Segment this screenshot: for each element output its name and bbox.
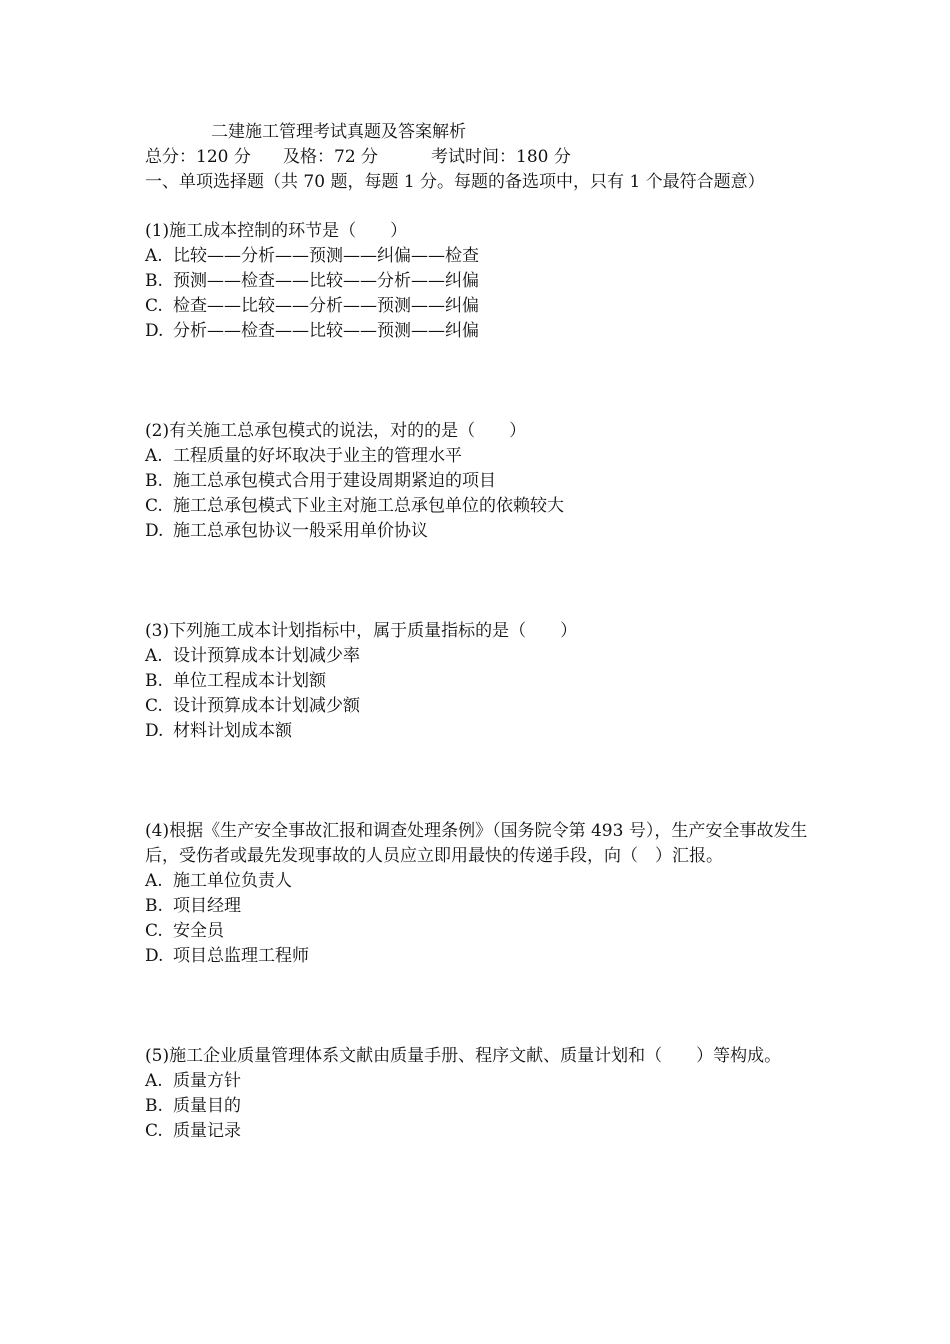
- option-letter: A.: [145, 246, 163, 266]
- option-letter: A.: [145, 446, 163, 466]
- question-stem: (4)根据《生产安全事故汇报和调查处理条例》（国务院令第 493 号），生产安全事故发生后，受伤者或最先发现事故的人员应立即用最快的传递手段，向（ ）汇报。: [145, 821, 808, 866]
- option-letter: B.: [145, 896, 163, 916]
- option-c: [145, 919, 825, 944]
- question-stem: (3)下列施工成本计划指标中，属于质量指标的是（ ）: [145, 621, 578, 641]
- option-text: 检查——比较——分析——预测——纠偏: [173, 296, 479, 316]
- section-heading: 一、单项选择题（共 70 题，每题 1 分。每题的备选项中，只有 1 个最符合题意）: [145, 172, 765, 192]
- spacer: [145, 544, 825, 619]
- option-c: [145, 294, 825, 319]
- option-letter: B.: [145, 1096, 163, 1116]
- total-score: 总分：120 分: [145, 147, 251, 167]
- question-stem: (5)施工企业质量管理体系文献由质量手册、程序文献、质量计划和（ ）等构成。: [145, 1046, 782, 1066]
- option-letter: D.: [145, 521, 164, 541]
- question-4: [145, 819, 825, 969]
- option-letter: C.: [145, 296, 163, 316]
- option-text: 分析——检查——比较——预测——纠偏: [173, 321, 479, 341]
- option-text: 质量记录: [173, 1121, 241, 1141]
- question-3: [145, 619, 825, 744]
- option-text: 比较——分析——预测——纠偏——检查: [173, 246, 479, 266]
- option-text: 质量目的: [173, 1096, 241, 1116]
- option-text: 施工单位负责人: [173, 871, 292, 891]
- document-title: 二建施工管理考试真题及答案解析: [211, 122, 466, 142]
- option-text: 设计预算成本计划减少率: [173, 646, 360, 666]
- option-letter: A.: [145, 1071, 163, 1091]
- option-text: 施工总承包协议一般采用单价协议: [173, 521, 428, 541]
- option-letter: D.: [145, 946, 164, 966]
- question-stem: (1)施工成本控制的环节是（ ）: [145, 221, 408, 241]
- option-text: 安全员: [173, 921, 224, 941]
- option-letter: A.: [145, 646, 163, 666]
- option-text: 工程质量的好坏取决于业主的管理水平: [173, 446, 462, 466]
- option-text: 施工总承包模式合用于建设周期紧迫的项目: [173, 471, 496, 491]
- option-text: 施工总承包模式下业主对施工总承包单位的依赖较大: [173, 496, 564, 516]
- option-b: [145, 1094, 825, 1119]
- option-letter: B.: [145, 271, 163, 291]
- option-a: [145, 869, 825, 894]
- option-text: 材料计划成本额: [173, 721, 292, 741]
- option-a: [145, 1069, 825, 1094]
- option-c: [145, 694, 825, 719]
- option-letter: C.: [145, 496, 163, 516]
- option-letter: C.: [145, 1121, 163, 1141]
- question-5: [145, 1044, 825, 1144]
- exam-meta: [145, 145, 825, 170]
- option-text: 质量方针: [173, 1071, 241, 1091]
- option-c: [145, 494, 825, 519]
- option-c: [145, 1119, 825, 1144]
- option-letter: D.: [145, 321, 164, 341]
- option-letter: C.: [145, 696, 163, 716]
- option-a: [145, 444, 825, 469]
- option-text: 预测——检查——比较——分析——纠偏: [173, 271, 479, 291]
- exam-document: [145, 120, 825, 1144]
- option-d: [145, 719, 825, 744]
- exam-time: 考试时间：180 分: [431, 147, 571, 167]
- option-letter: A.: [145, 871, 163, 891]
- option-d: [145, 319, 825, 344]
- option-letter: D.: [145, 721, 164, 741]
- option-b: [145, 669, 825, 694]
- option-letter: B.: [145, 471, 163, 491]
- option-text: 设计预算成本计划减少额: [173, 696, 360, 716]
- option-letter: B.: [145, 671, 163, 691]
- spacer: [145, 195, 825, 219]
- spacer: [145, 344, 825, 419]
- option-a: [145, 244, 825, 269]
- option-d: [145, 944, 825, 969]
- option-b: [145, 894, 825, 919]
- option-text: 项目总监理工程师: [173, 946, 309, 966]
- spacer: [145, 744, 825, 819]
- question-1: [145, 219, 825, 344]
- option-text: 项目经理: [173, 896, 241, 916]
- question-stem: (2)有关施工总承包模式的说法，对的的是（ ）: [145, 421, 527, 441]
- option-a: [145, 644, 825, 669]
- option-b: [145, 469, 825, 494]
- passing-score: 及格：72 分: [283, 147, 379, 167]
- question-2: [145, 419, 825, 544]
- spacer: [145, 969, 825, 1044]
- option-d: [145, 519, 825, 544]
- option-b: [145, 269, 825, 294]
- option-text: 单位工程成本计划额: [173, 671, 326, 691]
- option-letter: C.: [145, 921, 163, 941]
